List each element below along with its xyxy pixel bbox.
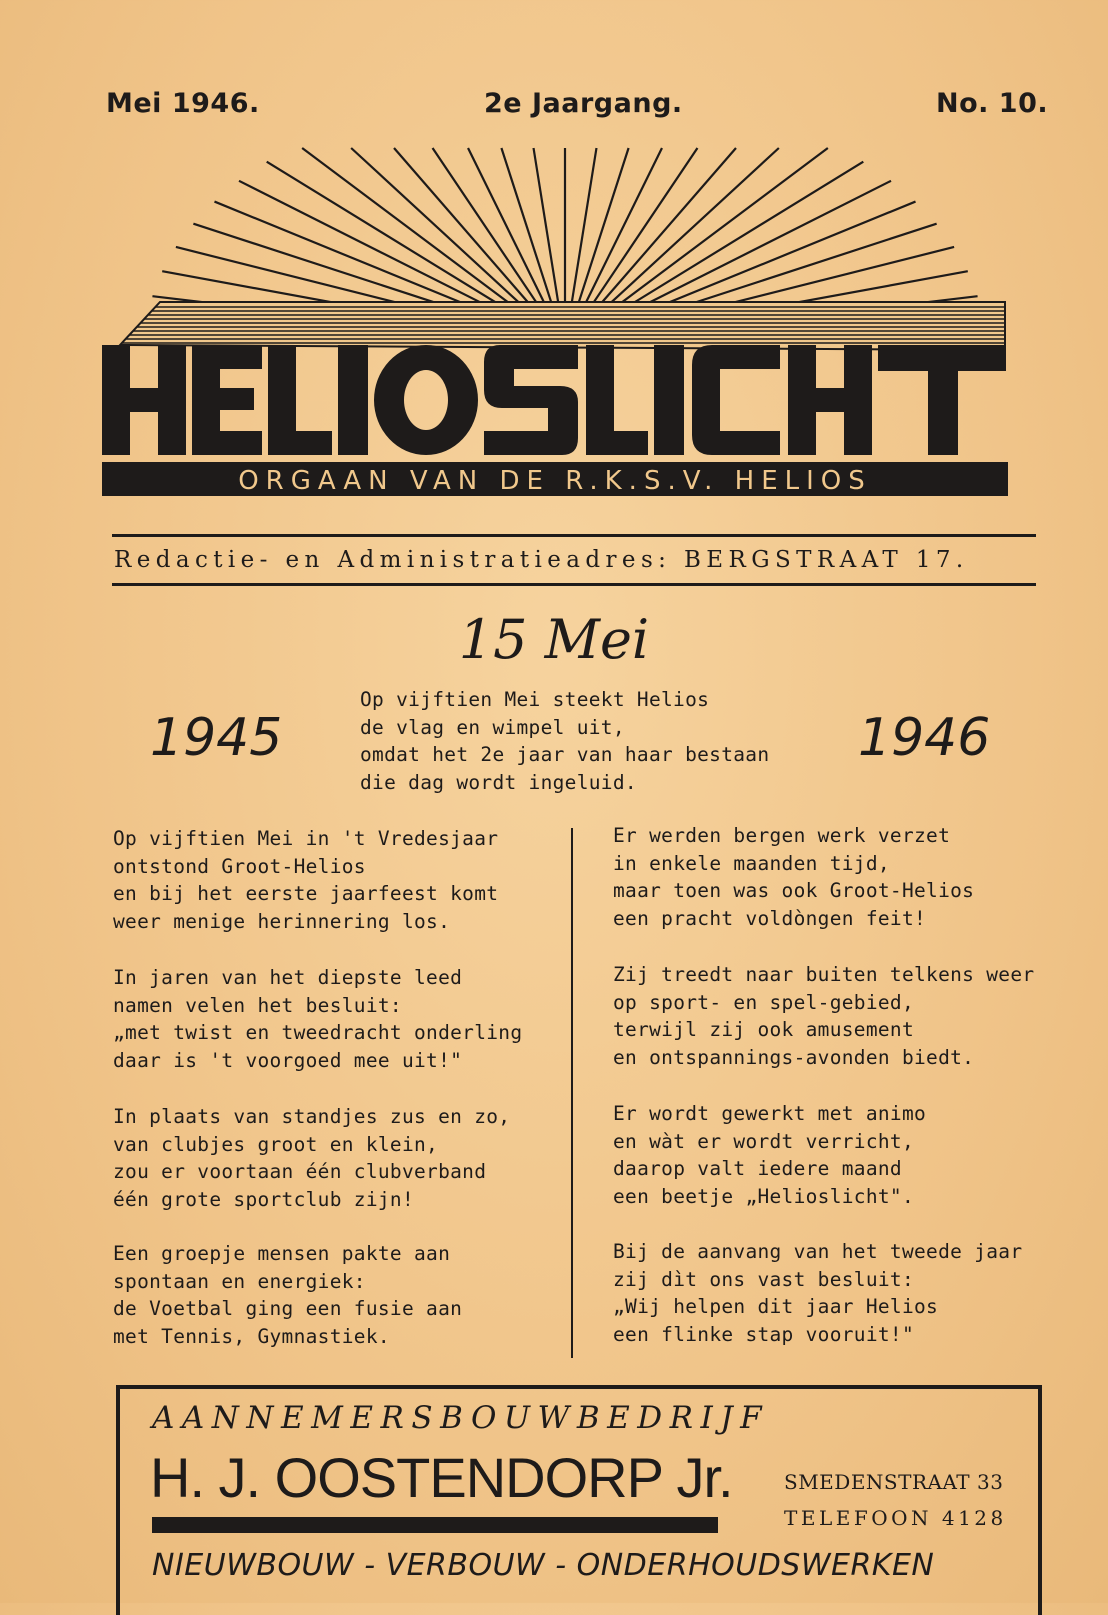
editorial-address: Redactie- en Administratieadres: BERGSTRAAT 17. xyxy=(114,547,969,573)
issue-date: Mei 1946. xyxy=(106,88,260,119)
left-stanza-2: In jaren van het diepste leed namen velen het besluit: „met twist en tweedracht onderling daar is 't voorgoed mee uit!" xyxy=(113,966,523,1072)
right-stanza-2: Zij treedt naar buiten telkens weer op sport- en spel-gebied, terwijl zij ook amusement en ontspannings-avonden biedt. xyxy=(613,963,1035,1069)
rule-bottom xyxy=(112,583,1036,586)
ad-business-type: AANNEMERSBOUWBEDRIJF xyxy=(152,1400,770,1436)
right-stanza-4: Bij de aanvang van het tweede jaar zij dìt ons vast besluit: „Wij helpen dit jaar Helios een flinke stap vooruit!" xyxy=(613,1240,1023,1346)
sunray-line xyxy=(592,148,698,305)
issue-number: No. 10. xyxy=(936,88,1049,119)
helioslicht-masthead-logo xyxy=(100,140,1030,510)
year-right: 1946 xyxy=(858,708,991,768)
ad-underline-bar xyxy=(152,1517,718,1533)
sunray-line xyxy=(534,148,559,302)
ad-phone: TELEFOON 4128 xyxy=(784,1506,1007,1530)
ad-company-name: H. J. OOSTENDORP Jr. xyxy=(150,1446,733,1509)
sunray-line xyxy=(433,148,539,305)
logo-letters xyxy=(102,345,1006,455)
year-left: 1945 xyxy=(150,708,283,768)
left-stanza-1: Op vijftien Mei in 't Vredesjaar ontstond Groot-Helios en bij het eerste jaarfeest komt weer menige herinnering los. xyxy=(113,827,499,933)
volume-label: 2e Jaargang. xyxy=(484,88,683,119)
left-stanza-3: In plaats van standjes zus en zo, van clubjes groot en klein, zou er voortaan één clubverband één grote sportclub zijn! xyxy=(113,1105,511,1211)
column-divider xyxy=(571,828,573,1358)
ad-street-address: SMEDENSTRAAT 33 xyxy=(784,1470,1004,1494)
rule-top xyxy=(112,534,1036,537)
poem-intro: Op vijftien Mei steekt Helios de vlag en wimpel uit, omdat het 2e jaar van haar bestaan die dag wordt ingeluid. xyxy=(360,688,770,794)
left-stanza-4: Een groepje mensen pakte aan spontaan en energiek: de Voetbal ging een fusie aan met Tennis, Gymnastiek. xyxy=(113,1242,463,1348)
right-stanza-3: Er wordt gewerkt met animo en wàt er wordt verricht, daarop valt iedere maand een beetje „Helioslicht". xyxy=(613,1102,927,1208)
sunray-line xyxy=(572,148,597,302)
poem-title: 15 Mei xyxy=(458,608,650,671)
masthead-subtitle: ORGAAN VAN DE R.K.S.V. HELIOS xyxy=(238,466,872,496)
right-stanza-1: Er werden bergen werk verzet in enkele maanden tijd, maar toen was ook Groot-Helios een pracht voldòngen feit! xyxy=(613,824,975,930)
ad-services: NIEUWBOUW - VERBOUW - ONDERHOUDSWERKEN xyxy=(152,1548,935,1583)
